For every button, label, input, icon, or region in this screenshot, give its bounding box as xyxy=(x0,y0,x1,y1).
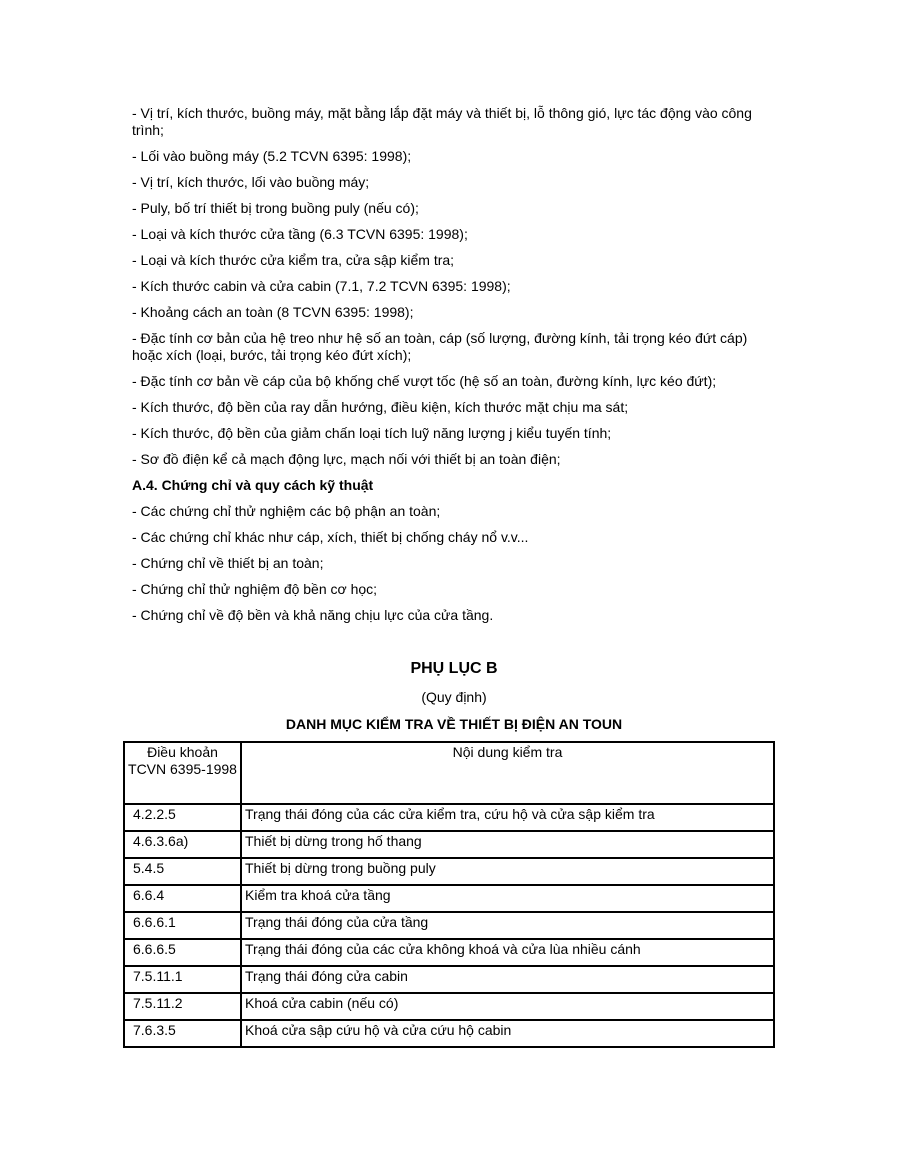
table-row xyxy=(124,804,774,831)
list-item: - Kích thước, độ bền của ray dẫn hướng, điều kiện, kích thước mặt chịu ma sát; xyxy=(132,399,629,415)
table-row xyxy=(124,858,774,885)
list-item: - Chứng chỉ về độ bền và khả năng chịu lực của cửa tầng. xyxy=(132,607,494,623)
list-item: - Các chứng chỉ khác như cáp, xích, thiết bị chống cháy nổ v.v... xyxy=(132,529,529,545)
list-item: - Đặc tính cơ bản của hệ treo như hệ số an toàn, cáp (số lượng, đường kính, tải trọng kéo đứt cáp) hoặc xích (loại, bước, tải trọng kéo đứt xích); xyxy=(132,330,748,363)
list-item: - Chứng chỉ về thiết bị an toàn; xyxy=(132,555,324,571)
clause-cell: 5.4.5 xyxy=(124,858,241,885)
content-cell: Thiết bị dừng trong hố thang xyxy=(241,831,774,858)
content-cell: Trạng thái đóng của cửa tầng xyxy=(241,912,774,939)
list-item: - Chứng chỉ thử nghiệm độ bền cơ học; xyxy=(132,581,378,597)
inspection-table xyxy=(123,741,775,1048)
clause-cell: 7.5.11.2 xyxy=(124,993,241,1020)
section-heading-a4: A.4. Chứng chỉ và quy cách kỹ thuật xyxy=(132,477,374,493)
table-header-row xyxy=(124,742,774,804)
header-clause: Điều khoản TCVN 6395-1998 xyxy=(124,742,241,804)
document-page xyxy=(128,105,776,1048)
table-row xyxy=(124,885,774,912)
list-item: - Loại và kích thước cửa tầng (6.3 TCVN 6395: 1998); xyxy=(132,226,468,242)
list-item: - Vị trí, kích thước, buồng máy, mặt bằng lắp đặt máy và thiết bị, lỗ thông gió, lực tác động vào công trình; xyxy=(132,105,752,138)
clause-cell: 4.6.3.6a) xyxy=(124,831,241,858)
list-item: - Các chứng chỉ thử nghiệm các bộ phận an toàn; xyxy=(132,503,441,519)
clause-cell: 7.5.11.1 xyxy=(124,966,241,993)
content-cell: Kiểm tra khoá cửa tầng xyxy=(241,885,774,912)
clause-cell: 4.2.2.5 xyxy=(124,804,241,831)
table-row xyxy=(124,912,774,939)
clause-cell: 6.6.6.5 xyxy=(124,939,241,966)
list-item: - Kích thước, độ bền của giảm chấn loại tích luỹ năng lượng j kiểu tuyến tính; xyxy=(132,425,612,441)
table-row xyxy=(124,966,774,993)
appendix-title: PHỤ LỤC B xyxy=(410,660,498,677)
header-content: Nội dung kiểm tra xyxy=(241,742,774,804)
clause-cell: 7.6.3.5 xyxy=(124,1020,241,1047)
list-item: - Kích thước cabin và cửa cabin (7.1, 7.2 TCVN 6395: 1998); xyxy=(132,278,511,294)
content-cell: Thiết bị dừng trong buồng puly xyxy=(241,858,774,885)
content-cell: Trạng thái đóng cửa cabin xyxy=(241,966,774,993)
certificates-list xyxy=(132,503,776,624)
content-cell: Trạng thái đóng của các cửa kiểm tra, cứu hộ và cửa sập kiểm tra xyxy=(241,804,774,831)
table-row xyxy=(124,993,774,1020)
clause-cell: 6.6.6.1 xyxy=(124,912,241,939)
table-caption: DANH MỤC KIỂM TRA VỀ THIẾT BỊ ĐIỆN AN TOUN xyxy=(285,716,623,732)
content-cell: Khoá cửa sập cứu hộ và cửa cứu hộ cabin xyxy=(241,1020,774,1047)
list-item: - Puly, bố trí thiết bị trong buồng puly (nếu có); xyxy=(132,200,419,216)
table-row xyxy=(124,939,774,966)
list-item: - Vị trí, kích thước, lối vào buồng máy; xyxy=(132,174,370,190)
table-row xyxy=(124,831,774,858)
list-item: - Sơ đồ điện kể cả mạch động lực, mạch nối với thiết bị an toàn điện; xyxy=(132,451,561,467)
clause-cell: 6.6.4 xyxy=(124,885,241,912)
requirements-list xyxy=(132,105,776,468)
table-row xyxy=(124,1020,774,1047)
list-item: - Khoảng cách an toàn (8 TCVN 6395: 1998); xyxy=(132,304,414,320)
list-item: - Đặc tính cơ bản về cáp của bộ khống chế vượt tốc (hệ số an toàn, đường kính, lực kéo đứt); xyxy=(132,373,717,389)
content-cell: Trạng thái đóng của các cửa không khoá và cửa lùa nhiều cánh xyxy=(241,939,774,966)
appendix-subtitle: (Quy định) xyxy=(421,689,487,705)
content-cell: Khoá cửa cabin (nếu có) xyxy=(241,993,774,1020)
list-item: - Loại và kích thước cửa kiểm tra, cửa sập kiểm tra; xyxy=(132,252,455,268)
list-item: - Lối vào buồng máy (5.2 TCVN 6395: 1998); xyxy=(132,148,412,164)
